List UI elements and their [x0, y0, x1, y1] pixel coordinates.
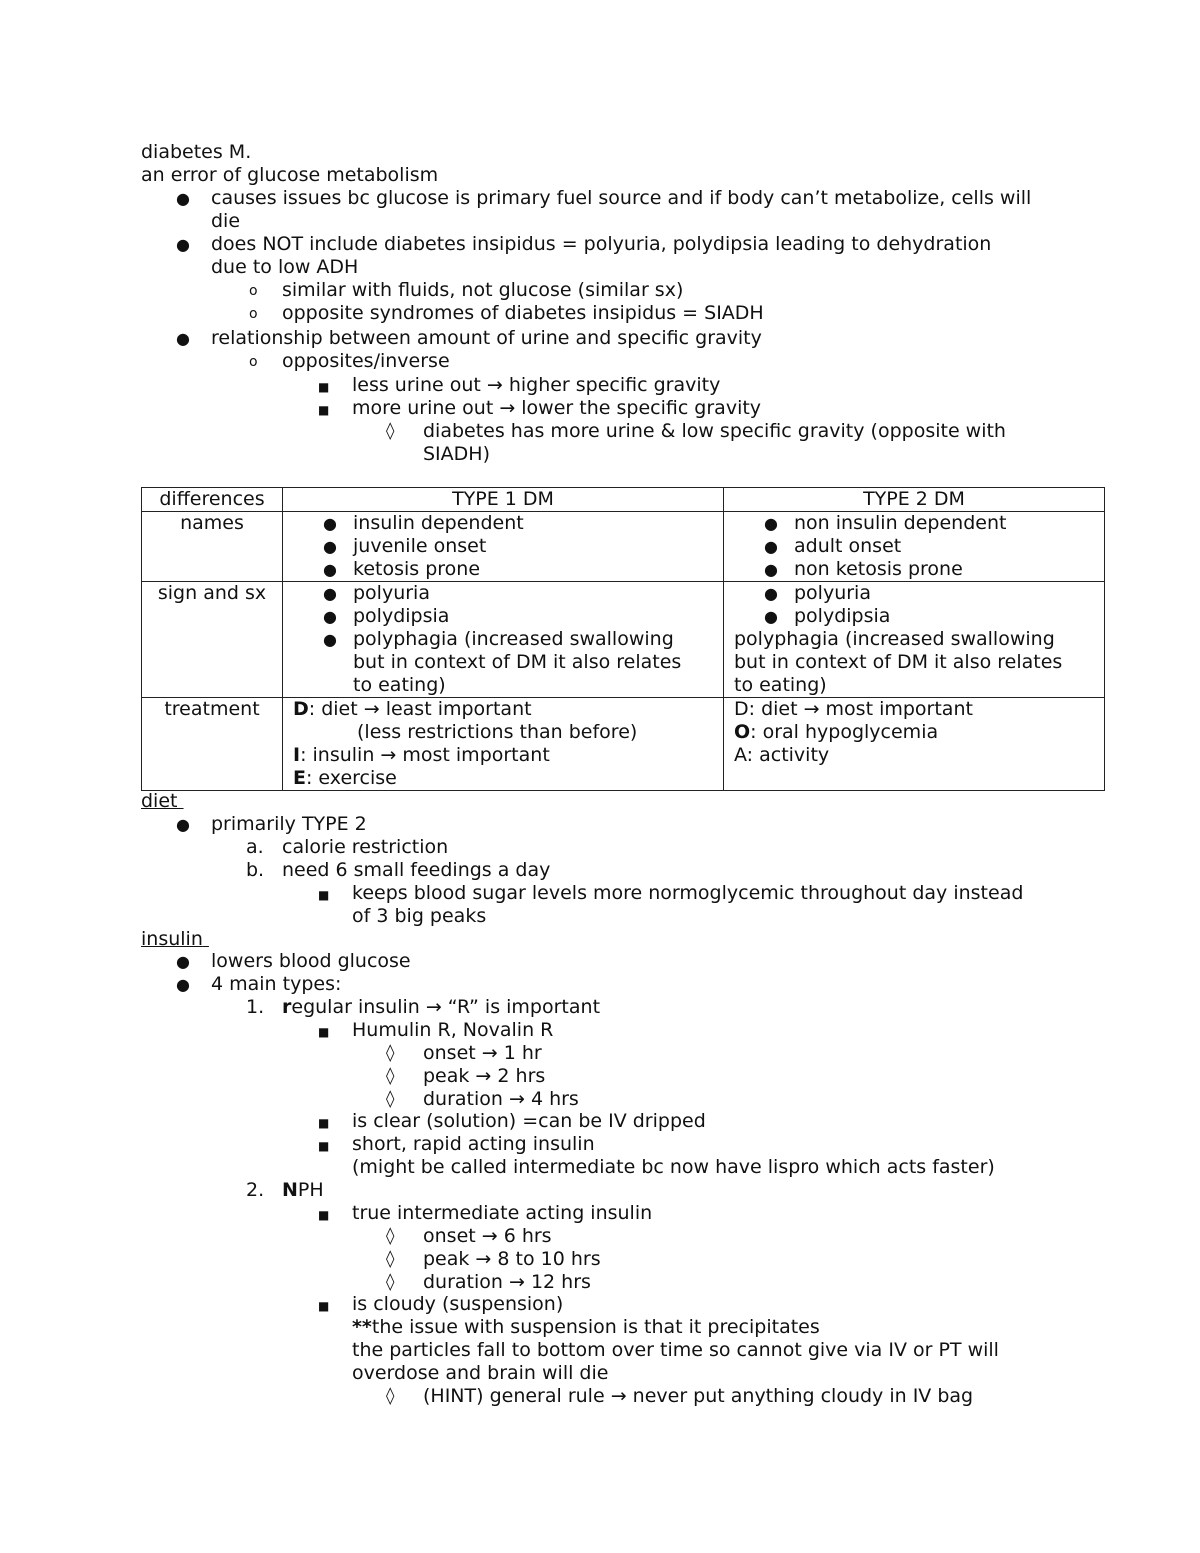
cell-line: D: diet → least important: [293, 698, 532, 720]
sub-bullet-text: similar with fluids, not glucose (similar sx): [282, 279, 684, 301]
row-label: treatment: [142, 698, 283, 791]
list-item-text: need 6 small feedings a day: [282, 859, 551, 881]
diamond-bullet-marker: ◊: [386, 1272, 395, 1292]
bullet-text-cont: due to low ADH: [211, 256, 359, 278]
square-bullet-text-cont: overdose and brain will die: [352, 1362, 609, 1384]
table-header-row: [142, 488, 1105, 512]
bullet-marker: ●: [176, 329, 190, 348]
table-row: [142, 512, 1105, 582]
square-bullet-marker: ■: [318, 1116, 330, 1130]
square-bullet-text: is clear (solution) =can be IV dripped: [352, 1110, 706, 1132]
doc-title: diabetes M.: [141, 141, 252, 163]
bullet-text-cont: die: [211, 210, 241, 232]
list-item: ● polyuria: [323, 582, 430, 604]
square-bullet-text: less urine out → higher specific gravity: [352, 374, 721, 396]
table-cell: [724, 582, 1105, 698]
square-bullet-text: keeps blood sugar levels more normoglycemic throughout day instead: [352, 882, 1024, 904]
list-item: ● ketosis prone: [323, 558, 481, 580]
square-bullet-marker: ■: [318, 888, 330, 902]
table-cell: [283, 582, 724, 698]
bullet-text: lowers blood glucose: [211, 950, 411, 972]
bullet-text: primarily TYPE 2: [211, 813, 367, 835]
diamond-bullet-marker: ◊: [386, 1386, 395, 1406]
bullet-text: 4 main types:: [211, 973, 342, 995]
list-item: ● polydipsia: [323, 605, 450, 627]
comparison-table: [141, 487, 1105, 791]
square-bullet-text-cont: (might be called intermediate bc now have lispro which acts faster): [352, 1156, 995, 1178]
diamond-bullet-text: onset → 6 hrs: [423, 1225, 552, 1247]
list-item-text: calorie restriction: [282, 836, 449, 858]
table-row: [142, 698, 1105, 791]
square-bullet-marker: ■: [318, 1208, 330, 1222]
diamond-bullet-marker: ◊: [386, 421, 395, 441]
diamond-bullet-text: (HINT) general rule → never put anything cloudy in IV bag: [423, 1385, 974, 1407]
list-marker: 1.: [246, 996, 265, 1018]
diamond-bullet-text: duration → 12 hrs: [423, 1271, 591, 1293]
diamond-bullet-marker: ◊: [386, 1226, 395, 1246]
table-cell: [283, 698, 724, 791]
bullet-text: does NOT include diabetes insipidus = polyuria, polydipsia leading to dehydration: [211, 233, 992, 255]
diamond-bullet-marker: ◊: [386, 1066, 395, 1086]
bullet-marker: ●: [176, 975, 190, 994]
table-cell: [283, 512, 724, 582]
diamond-bullet-marker: ◊: [386, 1089, 395, 1109]
row-label: names: [142, 512, 283, 582]
square-bullet-text: Humulin R, Novalin R: [352, 1019, 554, 1041]
sub-bullet-text: opposites/inverse: [282, 350, 450, 372]
sub-bullet-marker: o: [249, 283, 258, 299]
section-heading-diet: diet: [141, 790, 178, 812]
square-bullet-marker: ■: [318, 1025, 330, 1039]
diamond-bullet-text: peak → 8 to 10 hrs: [423, 1248, 601, 1270]
list-item: ● non insulin dependent: [764, 512, 1007, 534]
diamond-bullet-text: duration → 4 hrs: [423, 1088, 579, 1110]
bullet-marker: ●: [176, 952, 190, 971]
diamond-bullet-marker: ◊: [386, 1043, 395, 1063]
square-bullet-text-cont: **the issue with suspension is that it precipitates: [352, 1316, 820, 1338]
diamond-bullet-text: diabetes has more urine & low specific gravity (opposite with: [423, 420, 1006, 442]
list-item: ● juvenile onset: [323, 535, 487, 557]
cell-line: A: activity: [734, 744, 830, 766]
table-header-cell: TYPE 1 DM: [283, 488, 724, 512]
list-item-text: NPH: [282, 1179, 324, 1201]
square-bullet-text-cont: of 3 big peaks: [352, 905, 487, 927]
square-bullet-marker: ■: [318, 1139, 330, 1153]
cell-line: D: diet → most important: [734, 698, 973, 720]
square-bullet-text: short, rapid acting insulin: [352, 1133, 595, 1155]
list-marker: a.: [246, 836, 264, 858]
square-bullet-text: more urine out → lower the specific gravity: [352, 397, 762, 419]
list-item: ● insulin dependent: [323, 512, 524, 534]
table-header-cell: differences: [142, 488, 283, 512]
list-marker: 2.: [246, 1179, 265, 1201]
row-label: sign and sx: [142, 582, 283, 698]
table-header-cell: TYPE 2 DM: [724, 488, 1105, 512]
bullet-marker: ●: [176, 235, 190, 254]
table-cell: [724, 698, 1105, 791]
table-cell: [724, 512, 1105, 582]
square-bullet-marker: ■: [318, 403, 330, 417]
list-marker: b.: [246, 859, 265, 881]
square-bullet-text: true intermediate acting insulin: [352, 1202, 653, 1224]
square-bullet-text-cont: the particles fall to bottom over time so cannot give via IV or PT will: [352, 1339, 999, 1361]
diamond-bullet-text: onset → 1 hr: [423, 1042, 542, 1064]
cell-line: E: exercise: [293, 767, 397, 789]
diamond-bullet-text-cont: SIADH): [423, 443, 490, 465]
diamond-bullet-marker: ◊: [386, 1249, 395, 1269]
cell-line: I: insulin → most important: [293, 744, 550, 766]
sub-bullet-text: opposite syndromes of diabetes insipidus = SIADH: [282, 302, 764, 324]
bullet-marker: ●: [176, 189, 190, 208]
bullet-marker: ●: [176, 815, 190, 834]
square-bullet-marker: ■: [318, 380, 330, 394]
cell-line: (less restrictions than before): [357, 721, 638, 743]
list-item-text: regular insulin → “R” is important: [282, 996, 601, 1018]
bullet-text: causes issues bc glucose is primary fuel source and if body can’t metabolize, cells will: [211, 187, 1032, 209]
bullet-text: relationship between amount of urine and specific gravity: [211, 327, 762, 349]
list-item: ● non ketosis prone: [764, 558, 963, 580]
list-item: ● polyuria: [764, 582, 871, 604]
table-row: [142, 582, 1105, 698]
cell-paragraph: polyphagia (increased swallowing but in context of DM it also relates to eating): [734, 628, 1063, 696]
square-bullet-marker: ■: [318, 1299, 330, 1313]
section-heading-insulin: insulin: [141, 928, 203, 950]
diamond-bullet-text: peak → 2 hrs: [423, 1065, 546, 1087]
list-item: ● adult onset: [764, 535, 902, 557]
intro-line: an error of glucose metabolism: [141, 164, 439, 186]
sub-bullet-marker: o: [249, 354, 258, 370]
sub-bullet-marker: o: [249, 306, 258, 322]
list-item: ● polydipsia: [764, 605, 891, 627]
square-bullet-text: is cloudy (suspension): [352, 1293, 564, 1315]
cell-line: O: oral hypoglycemia: [734, 721, 939, 743]
list-item: ● polyphagia (increased swallowing but in context of DM it also relates to eating): [323, 628, 682, 696]
